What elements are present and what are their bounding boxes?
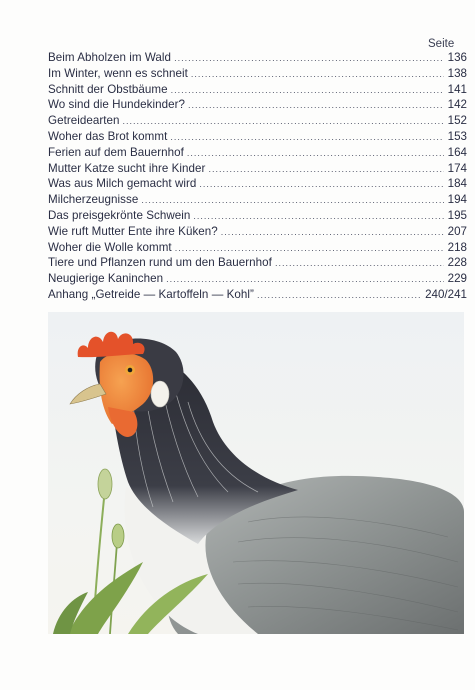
toc-entry: [48, 271, 467, 287]
toc-entry-page-number: 141: [447, 82, 467, 96]
hen-earlobe: [151, 381, 169, 407]
toc-entry-title: Tiere und Pflanzen rund um den Bauernhof: [48, 256, 272, 270]
toc-entry: [48, 50, 467, 66]
toc-entry-page-number: 152: [447, 114, 467, 128]
toc-entry-title: Ferien auf dem Bauernhof: [48, 145, 184, 159]
toc-dot-leader: [208, 162, 444, 178]
toc-dot-leader: [141, 193, 444, 209]
table-of-contents: [48, 50, 467, 303]
toc-entry-page-number: 136: [447, 51, 467, 64]
toc-entry-title: Anhang „Getreide — Kartoffeln — Kohl”: [48, 287, 254, 301]
hen-comb: [78, 332, 145, 357]
toc-dot-leader: [123, 114, 444, 130]
toc-entry: [48, 97, 467, 113]
toc-entry-title: Wie ruft Mutter Ente ihre Küken?: [48, 224, 218, 238]
toc-entry-title: Mutter Katze sucht ihre Kinder: [48, 161, 206, 175]
toc-entry: [48, 176, 467, 192]
toc-entry-title: Woher das Brot kommt: [48, 129, 168, 143]
toc-entry: [48, 129, 467, 145]
toc-entry-title: Im Winter, wenn es schneit: [48, 66, 188, 80]
toc-entry: [48, 113, 467, 129]
toc-entry-title: Neugierige Kaninchen: [48, 272, 164, 286]
toc-dot-leader: [193, 209, 444, 225]
toc-dot-leader: [191, 67, 444, 83]
page-column-header: Seite: [428, 38, 455, 50]
toc-entry-title: Getreidearten: [48, 114, 120, 128]
toc-entry-title: Was aus Milch gemacht wird: [48, 177, 197, 191]
hen-illustration: [48, 312, 464, 634]
toc-entry: [48, 255, 467, 271]
toc-entry: [48, 66, 467, 82]
toc-entry: [48, 240, 467, 256]
toc-entry-page-number: 207: [447, 224, 467, 238]
toc-dot-leader: [171, 83, 444, 99]
toc-entry: [48, 287, 467, 303]
toc-entry: [48, 224, 467, 240]
toc-dot-leader: [187, 146, 444, 162]
toc-entry-page-number: 229: [447, 272, 467, 286]
toc-entry-page-number: 240/241: [425, 287, 467, 301]
toc-entry-title: Wo sind die Hundekinder?: [48, 98, 185, 112]
toc-entry-title: Beim Abholzen im Wald: [48, 51, 172, 64]
hen-beak: [70, 384, 106, 404]
toc-entry-page-number: 164: [447, 145, 467, 159]
toc-dot-leader: [170, 130, 444, 146]
toc-entry-title: Schnitt der Obstbäume: [48, 82, 168, 96]
toc-entry-title: Milcherzeugnisse: [48, 193, 139, 207]
toc-entry: [48, 82, 467, 98]
toc-entry-page-number: 138: [447, 66, 467, 80]
toc-entry-title: Woher die Wolle kommt: [48, 240, 172, 254]
toc-entry-page-number: 153: [447, 129, 467, 143]
toc-entry-page-number: 218: [447, 240, 467, 254]
toc-entry-page-number: 142: [447, 98, 467, 112]
toc-entry-page-number: 195: [447, 208, 467, 222]
toc-entry-page-number: 174: [447, 161, 467, 175]
toc-dot-leader: [275, 256, 444, 272]
toc-entry-page-number: 184: [447, 177, 467, 191]
toc-entry-page-number: 194: [447, 193, 467, 207]
toc-dot-leader: [199, 177, 444, 193]
toc-entry-title: Das preisgekrönte Schwein: [48, 208, 191, 222]
toc-dot-leader: [188, 98, 444, 114]
toc-dot-leader: [175, 241, 444, 257]
toc-dot-leader: [174, 51, 444, 67]
toc-entry-page-number: 228: [447, 256, 467, 270]
toc-dot-leader: [166, 272, 444, 288]
toc-entry: [48, 192, 467, 208]
toc-entry: [48, 208, 467, 224]
toc-entry: [48, 145, 467, 161]
toc-dot-leader: [221, 225, 444, 241]
toc-dot-leader: [257, 288, 422, 304]
toc-entry: [48, 161, 467, 177]
